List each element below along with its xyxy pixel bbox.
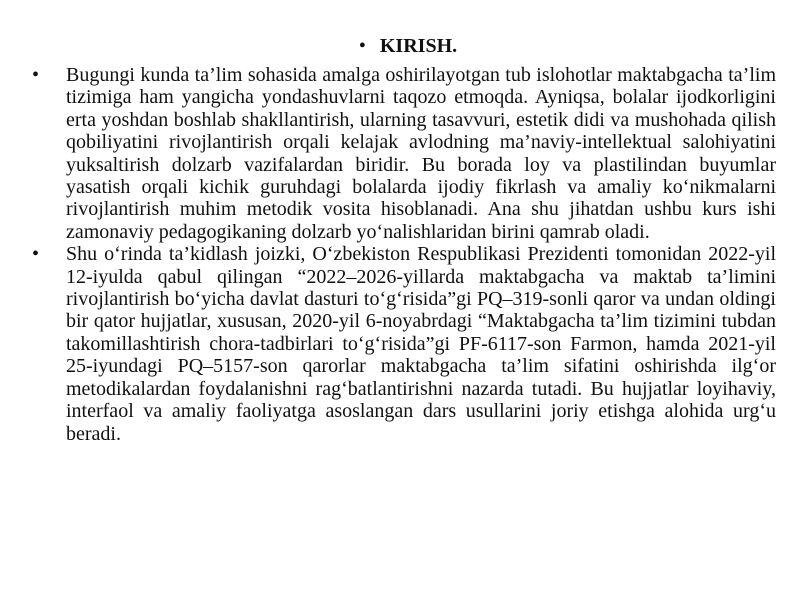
heading-bullet: • bbox=[358, 35, 366, 57]
paragraph-text: Shu o‘rinda ta’kidlash joizki, O‘zbekiston Respublikasi Prezidenti tomonidan 2022-yil 12-iyulda qabul qilingan “2022–2026-yillarda maktabgacha va maktab ta’limini rivojlantirish bo‘yicha davlat dasturi to‘g‘risida”gi PQ–319-sonli qaror va undan oldingi bir qator hujjatlar, xususan, 2020-yil 6-noyabrdagi “Maktabgacha ta’lim tizimini tubdan takomillashtirish chora-tadbirlari to‘g‘risida”gi PF-6117-son Farmon, hamda 2021-yil 25-iyundagi PQ–5157-son qarorlar maktabgacha ta’lim sifatini oshirishda ilg‘or metodikalardan foydalanishni rag‘batlantirishni nazarda tutadi. Bu hujjatlar loyihaviy, interfaol va amaliy faoliyatga asoslangan dars usullarini joriy etishga alohida urg‘u beradi. bbox=[66, 243, 776, 445]
bullet-marker: • bbox=[32, 64, 40, 86]
paragraph-intro bbox=[32, 64, 776, 243]
page-title: KIRISH. bbox=[379, 35, 458, 57]
paragraph-text: Bugungi kunda ta’lim sohasida amalga oshirilayotgan tub islohotlar maktabgacha ta’lim tizimiga ham yangicha yondashuvlarni taqozo etmoqda. Ayniqsa, bolalar ijodkorligini erta yoshdan boshlab shakllantirish, ularning tasavvuri, estetik didi va mushohada qilish qobiliyatini rivojlantirish orqali kelajak avlodning ma’naviy-intellektual salohiyatini yuksaltirish dolzarb vazifalardan biridir. Bu borada loy va plastilindan buyumlar yasatish orqali kichik guruhdagi bolalarda ijodiy fikrlash va amaliy ko‘nikmalarni rivojlantirish muhim metodik vosita hisoblanadi. Ana shu jihatdan ushbu kurs ishi zamonaviy pedagogikaning dolzarb yo‘nalishlaridan birini qamrab oladi. bbox=[66, 64, 776, 243]
bullet-marker: • bbox=[32, 243, 40, 266]
paragraph-legal-basis bbox=[32, 243, 776, 445]
heading bbox=[32, 34, 776, 58]
